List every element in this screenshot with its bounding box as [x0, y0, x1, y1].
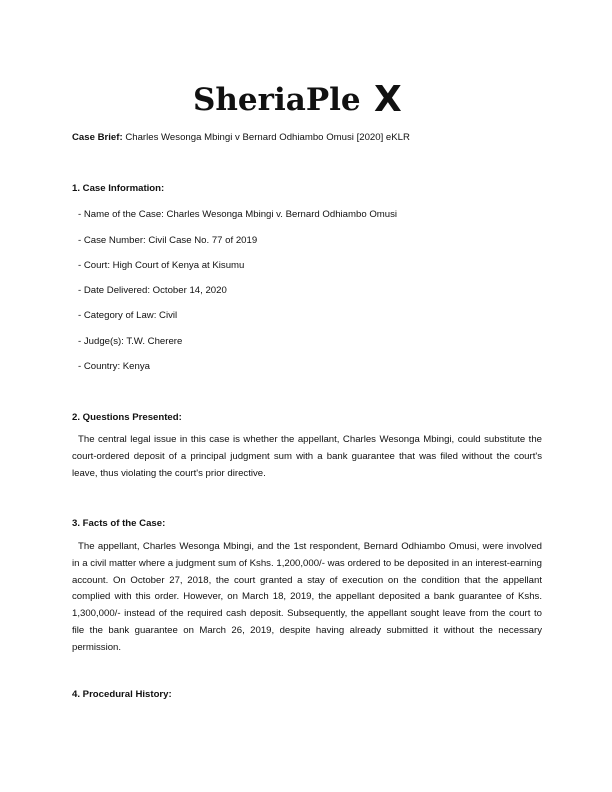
section-heading-questions-presented: 2. Questions Presented:	[72, 412, 182, 423]
facts-paragraph: The appellant, Charles Wesonga Mbingi, and the 1st respondent, Bernard Odhiambo Omusi, were involved in a civil matter where a judgment sum of Kshs. 1,200,000/- was ordered to be deposited in an interest-earning account. On October 27, 2018, the court granted a stay of execution on the condition that the appellant complied with this order. However, on March 18, 2019, the appellant deposited a bank guarantee of Kshs. 1,300,000/- instead of the required cash deposit. Subsequently, the appellant sought leave from the court to file the bank guarantee on March 26, 2019, despite having already submitted it without the necessary permission.	[72, 541, 542, 653]
case-info-item-date: - Date Delivered: October 14, 2020	[78, 285, 227, 296]
section-heading-facts: 3. Facts of the Case:	[72, 518, 166, 529]
logo-text: SheriaPle	[193, 82, 361, 118]
case-info-item-court: - Court: High Court of Kenya at Kisumu	[78, 260, 245, 271]
section-heading-case-information: 1. Case Information:	[72, 183, 165, 194]
case-brief-label: Case Brief:	[72, 132, 123, 143]
sheriaplex-logo	[0, 74, 612, 120]
section-heading-procedural-history: 4. Procedural History:	[72, 689, 172, 700]
case-brief-title: Charles Wesonga Mbingi v Bernard Odhiambo Omusi [2020] eKLR	[125, 132, 410, 143]
case-info-item-number: - Case Number: Civil Case No. 77 of 2019	[78, 235, 258, 246]
case-info-item-category: - Category of Law: Civil	[78, 310, 178, 321]
case-brief-line	[72, 131, 410, 144]
questions-presented-paragraph: The central legal issue in this case is whether the appellant, Charles Wesonga Mbingi, could substitute the court-ordered deposit of a principal judgment sum with a bank guarantee that was filed without the court's leave, thus violating the court's prior directive.	[72, 434, 542, 479]
case-info-item-name: - Name of the Case: Charles Wesonga Mbingi v. Bernard Odhiambo Omusi	[78, 209, 398, 220]
logo-graphic	[191, 74, 421, 120]
case-info-item-judges: - Judge(s): T.W. Cherere	[78, 336, 183, 347]
case-info-item-country: - Country: Kenya	[78, 361, 150, 372]
logo-x-mark: X	[374, 79, 402, 120]
